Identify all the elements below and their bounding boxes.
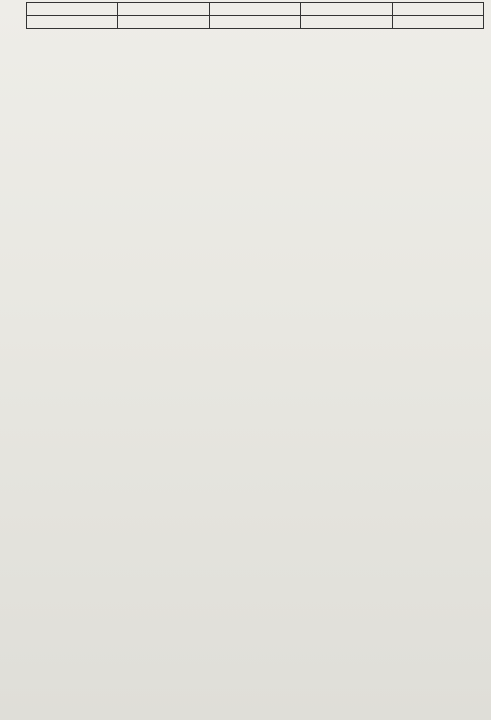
table-header-cell <box>301 3 392 16</box>
document-body <box>14 2 482 43</box>
table-cell <box>27 16 118 29</box>
table-header-cell <box>209 3 300 16</box>
table-header-cell <box>118 3 209 16</box>
table-cell <box>392 16 483 29</box>
table-header-row <box>27 3 484 16</box>
table-header-cell <box>392 3 483 16</box>
table-cell <box>118 16 209 29</box>
table-cell <box>209 16 300 29</box>
achievement-stats-table <box>26 2 484 29</box>
table-cell <box>301 16 392 29</box>
table-header-cell <box>27 3 118 16</box>
table-row <box>27 16 484 29</box>
